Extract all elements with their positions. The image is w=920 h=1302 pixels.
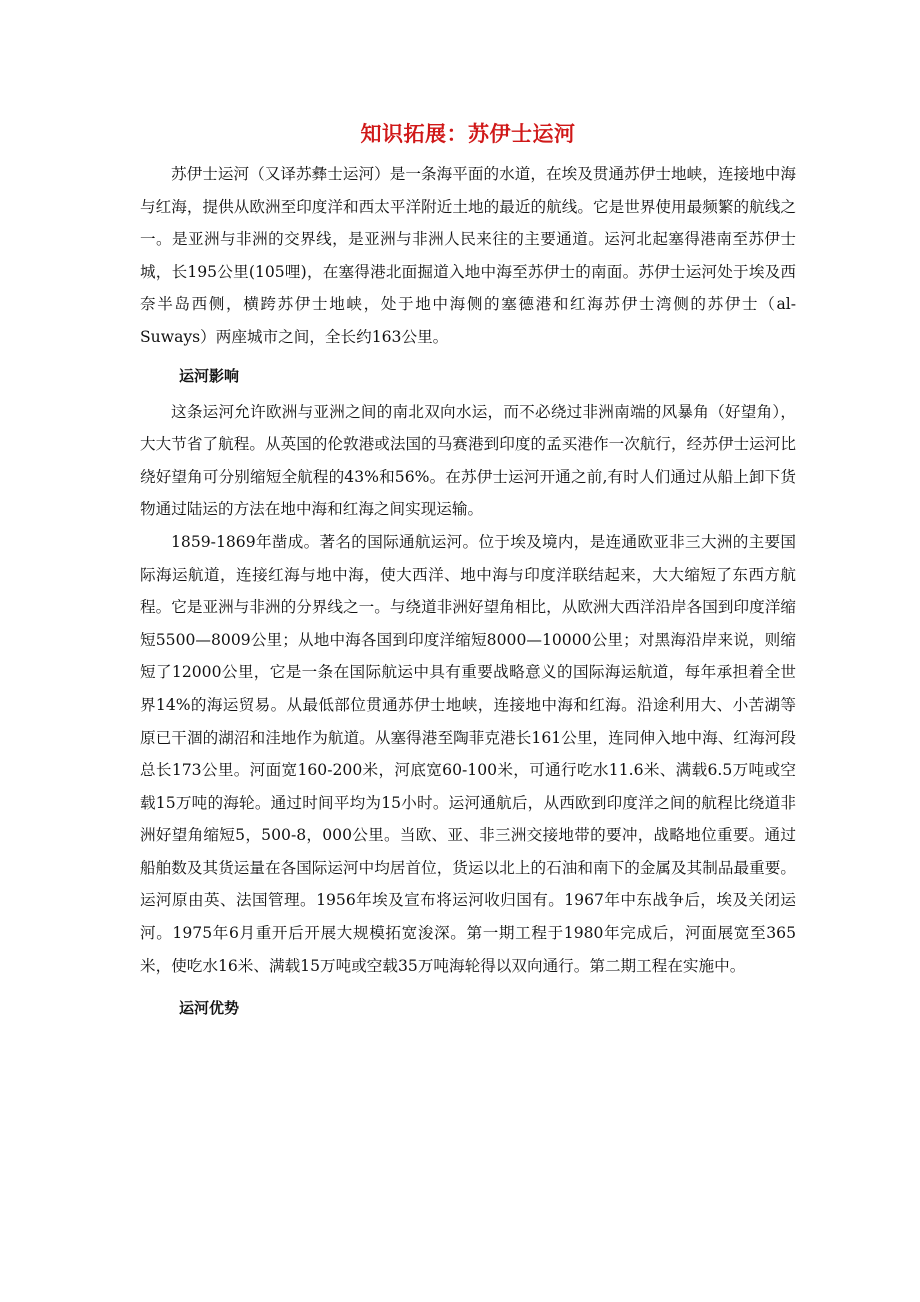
document-page: [140, 118, 796, 1028]
impact-paragraph-1: 这条运河允许欧洲与亚洲之间的南北双向水运，而不必绕过非洲南端的风暴角（好望角），大大节省了航程。从英国的伦敦港或法国的马赛港到印度的孟买港作一次航行，经苏伊士运河比绕好望角可分别缩短全航程的43%和56%。在苏伊士运河开通之前,有时人们通过从船上卸下货物通过陆运的方法在地中海和红海之间实现运输。: [140, 402, 796, 519]
section-heading-canal-impact: 运河影响: [179, 366, 240, 385]
impact-paragraph-2: 1859-1869年凿成。著名的国际通航运河。位于埃及境内，是连通欧亚非三大洲的主要国际海运航道，连接红海与地中海，使大西洋、地中海与印度洋联结起来，大大缩短了东西方航程。它是亚洲与非洲的分界线之一。与绕道非洲好望角相比，从欧洲大西洋沿岸各国到印度洋缩短5500—8009公里；从地中海各国到印度洋缩短8000—10000公里；对黑海沿岸来说，则缩短了12000公里，它是一条在国际航运中具有重要战略意义的国际海运航道，每年承担着全世界14%的海运贸易。从最低部位贯通苏伊士地峡，连接地中海和红海。沿途利用大、小苦湖等原已干涸的湖沼和洼地作为航道。从塞得港至陶菲克港长161公里，连同伸入地中海、红海河段总长173公里。河面宽160-200米，河底宽60-100米，可通行吃水11.6米、满载6.5万吨或空载15万吨的海轮。通过时间平均为15小时。运河通航后，从西欧到印度洋之间的航程比绕道非洲好望角缩短5，500-8，000公里。当欧、亚、非三洲交接地带的要冲，战略地位重要。通过船舶数及其货运量在各国际运河中均居首位，货运以北上的石油和南下的金属及其制品最重要。运河原由英、法国管理。1956年埃及宣布将运河收归国有。1967年中东战争后，埃及关闭运河。1975年6月重开后开展大规模拓宽浚深。第一期工程于1980年完成后，河面展宽至365米，使吃水16米、满载15万吨或空载35万吨海轮得以双向通行。第二期工程在实施中。: [140, 532, 796, 975]
document-title: 知识拓展：苏伊士运河: [360, 122, 576, 146]
intro-paragraph: 苏伊士运河（又译苏彝士运河）是一条海平面的水道，在埃及贯通苏伊士地峡，连接地中海与红海，提供从欧洲至印度洋和西太平洋附近土地的最近的航线。它是世界使用最频繁的航线之一。是亚洲与非洲的交界线，是亚洲与非洲人民来往的主要通道。运河北起塞得港南至苏伊士城，长195公里(105哩)，在塞得港北面掘道入地中海至苏伊士的南面。苏伊士运河处于埃及西奈半岛西侧，横跨苏伊士地峡，处于地中海侧的塞德港和红海苏伊士湾侧的苏伊士（al-Suways）两座城市之间，全长约163公里。: [140, 165, 796, 346]
section-heading-canal-advantages: 运河优势: [179, 999, 240, 1018]
